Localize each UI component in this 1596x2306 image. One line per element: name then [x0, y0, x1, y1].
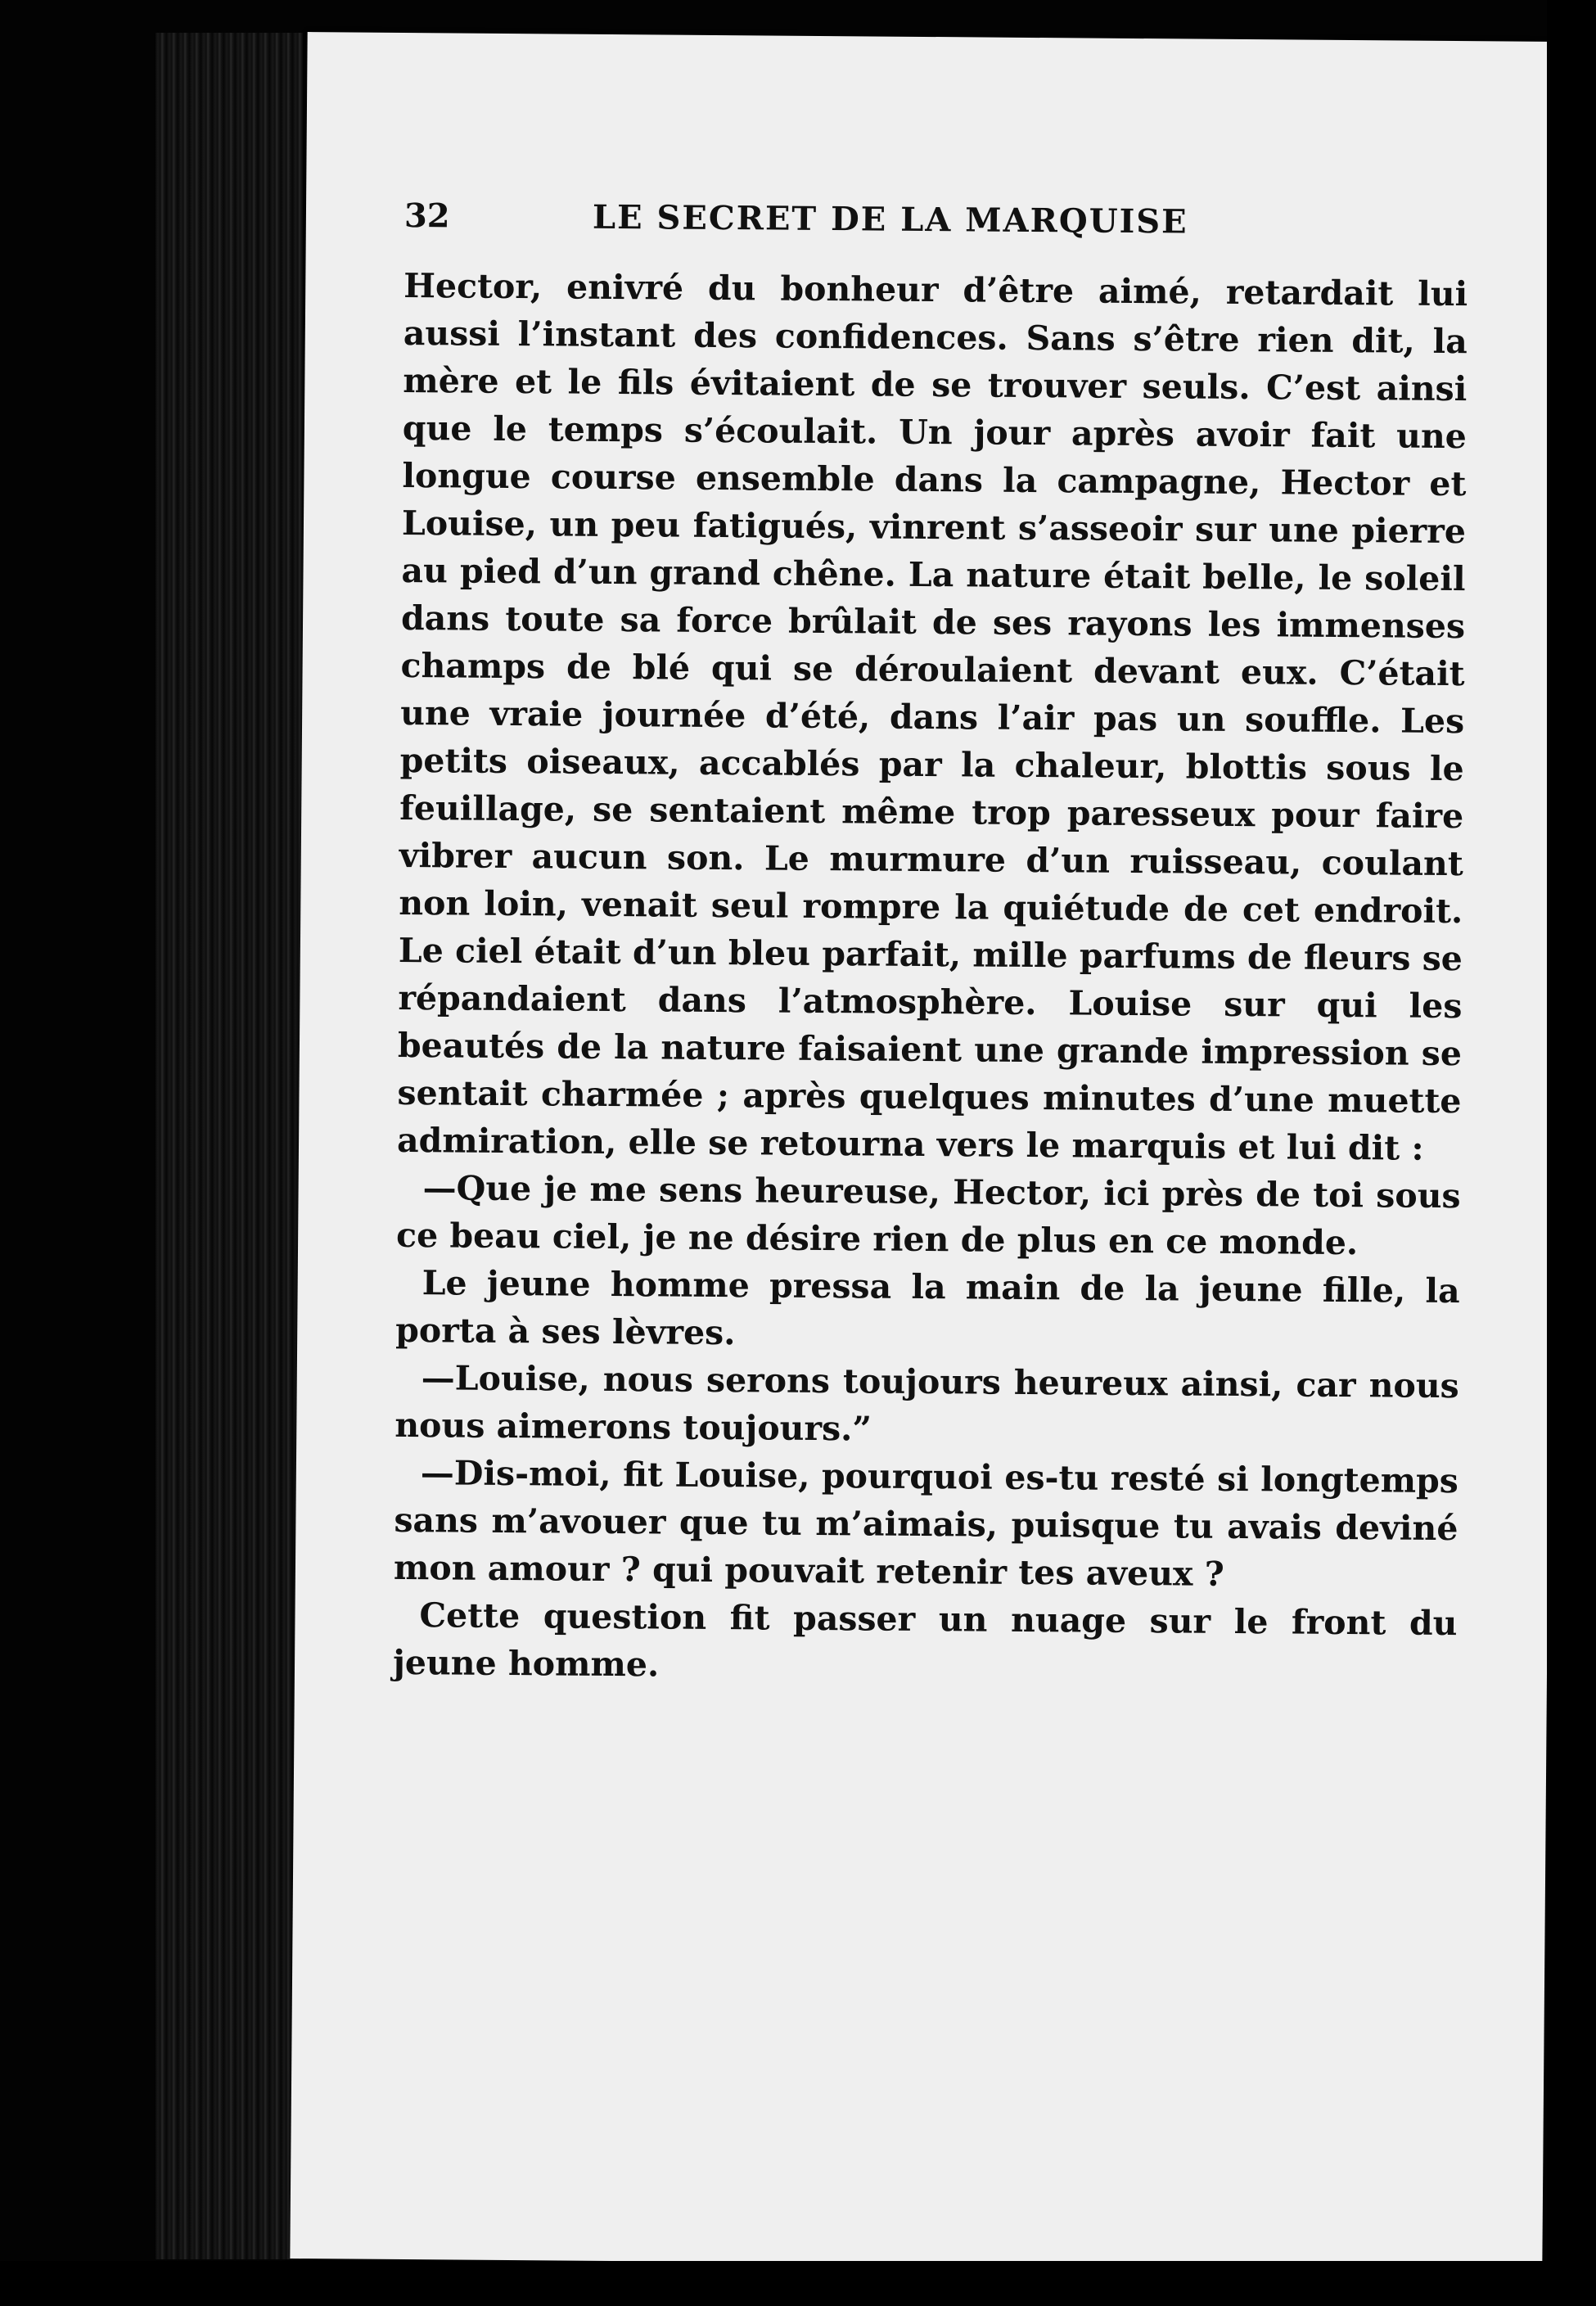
book-spine-edge: [156, 33, 303, 2259]
running-title: LE SECRET DE LA MARQUISE: [592, 197, 1188, 241]
page-content: [393, 196, 1468, 1695]
running-header: [404, 196, 1469, 270]
paragraph-6: Cette question fit passer un nuage sur le front du jeune homme.: [392, 1595, 1458, 1685]
paragraph-2: —Que je me sens heureuse, Hector, ici près de toi sous ce beau ciel, je ne désire rien de plus en ce monde.: [395, 1168, 1461, 1263]
book-page: [290, 32, 1559, 2268]
body-text: [393, 262, 1468, 1695]
right-scan-border: [1547, 0, 1596, 2306]
bottom-scan-border: [0, 2261, 1596, 2306]
paragraph-1: Hector, enivré du bonheur d’être aimé, retardait lui aussi l’instant des confidences. Sans s’être rien dit, la mère et le fils évitaient de se trouver seuls. C’est ainsi que le temps s’écoulait. Un jour après avoir fait une longue course ensemble dans la campagne, Hector et Louise, un peu fatigués, vinrent s’asseoir sur une pierre au pied d’un grand chêne. La nature était belle, le soleil dans toute sa force brûlait de ses rayons les immenses champs de blé qui se déroulaient devant eux. C’était une vraie journée d’été, dans l’air pas un souffle. Les petits oiseaux, accablés par la chaleur, blottis sous le feuillage, se sentaient même trop paresseux pour faire vibrer aucun son. Le murmure d’un ruisseau, coulant non loin, venait seul rompre la quiétude de cet endroit. Le ciel était d’un bleu parfait, mille parfums de fleurs se répandaient dans l’atmosphère. Louise sur qui les beautés de la nature faisaient une grande impression se sentait charmée ; après quelques minutes d’une muette admiration, elle se retourna vers le marquis et lui dit :: [396, 265, 1468, 1168]
paragraph-4: —Louise, nous serons toujours heureux ainsi, car nous nous aimerons toujours.”: [394, 1358, 1459, 1449]
paragraph-5: —Dis-moi, fit Louise, pourquoi es-tu resté si longtemps sans m’avouer que tu m’aimais, puisque tu avais deviné mon amour ? qui pouvait retenir tes aveux ?: [393, 1453, 1459, 1594]
page-number: 32: [404, 196, 450, 236]
paragraph-3: Le jeune homme pressa la main de la jeune fille, la porta à ses lèvres.: [395, 1263, 1460, 1353]
